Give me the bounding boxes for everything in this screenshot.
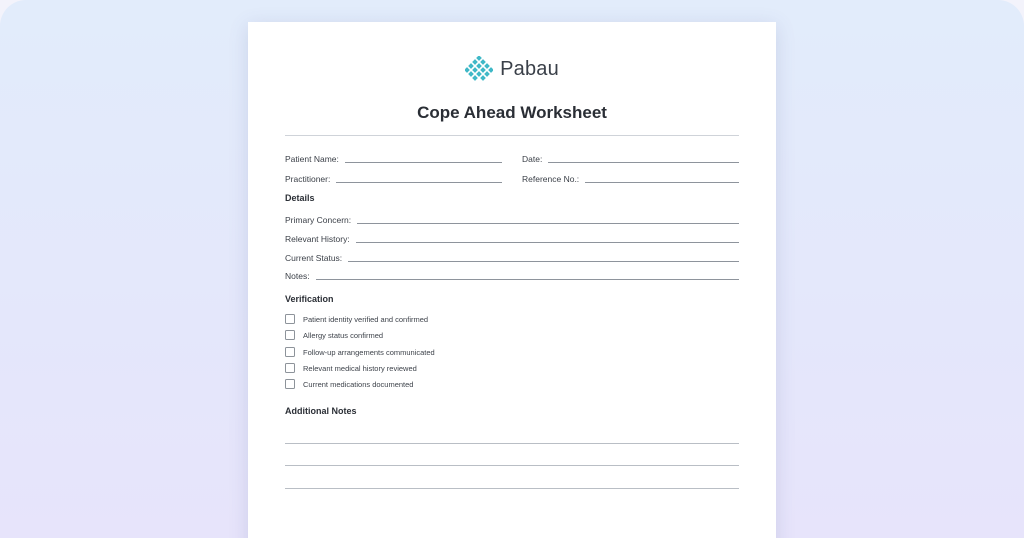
- practitioner-field[interactable]: [285, 170, 502, 184]
- additional-notes-heading: Additional Notes: [285, 406, 357, 416]
- relevant-history-field[interactable]: [285, 230, 739, 244]
- field-blank-line[interactable]: [357, 223, 739, 224]
- brand-logo: [248, 56, 776, 82]
- field-label: Reference No.:: [522, 174, 580, 184]
- page-title: Cope Ahead Worksheet: [417, 103, 607, 122]
- field-blank-line[interactable]: [585, 182, 739, 183]
- field-label: Practitioner:: [285, 174, 331, 184]
- checkbox-label: Current medications documented: [303, 379, 414, 389]
- checklist-item[interactable]: [285, 378, 413, 390]
- primary-concern-field[interactable]: [285, 211, 739, 225]
- field-blank-line[interactable]: [345, 162, 502, 163]
- checklist-item[interactable]: [285, 346, 435, 358]
- checkbox-label: Patient identity verified and confirmed: [303, 314, 429, 324]
- checkbox[interactable]: [285, 363, 295, 373]
- field-blank-line[interactable]: [548, 162, 739, 163]
- pabau-diamond-logo-icon: [465, 56, 493, 82]
- title-divider: [285, 135, 739, 136]
- notes-field[interactable]: [285, 267, 739, 281]
- checkbox-label: Follow-up arrangements communicated: [303, 347, 435, 357]
- field-label: Primary Concern:: [285, 215, 352, 225]
- patient-name-field[interactable]: [285, 150, 502, 164]
- checkbox[interactable]: [285, 330, 295, 340]
- field-label: Date:: [522, 154, 543, 164]
- additional-notes-line[interactable]: [285, 465, 739, 466]
- date-field[interactable]: [522, 150, 739, 164]
- checkbox[interactable]: [285, 347, 295, 357]
- reference-no-field[interactable]: [522, 170, 739, 184]
- worksheet-document: [248, 22, 776, 538]
- verification-heading: Verification: [285, 294, 334, 304]
- additional-notes-line[interactable]: [285, 488, 739, 489]
- field-blank-line[interactable]: [356, 242, 739, 243]
- field-label: Relevant History:: [285, 234, 350, 244]
- checkbox[interactable]: [285, 379, 295, 389]
- checkbox[interactable]: [285, 314, 295, 324]
- details-heading: Details: [285, 193, 315, 203]
- field-blank-line[interactable]: [336, 182, 502, 183]
- field-blank-line[interactable]: [348, 261, 739, 262]
- brand-name: Pabau: [500, 57, 559, 80]
- checklist-item[interactable]: [285, 329, 383, 341]
- field-blank-line[interactable]: [316, 279, 739, 280]
- field-label: Current Status:: [285, 253, 343, 263]
- checkbox-label: Allergy status confirmed: [303, 330, 384, 340]
- field-label: Notes:: [285, 271, 310, 281]
- checklist-item[interactable]: [285, 362, 417, 374]
- field-label: Patient Name:: [285, 154, 339, 164]
- additional-notes-line[interactable]: [285, 443, 739, 444]
- checkbox-label: Relevant medical history reviewed: [303, 363, 417, 373]
- current-status-field[interactable]: [285, 249, 739, 263]
- checklist-item[interactable]: [285, 313, 428, 325]
